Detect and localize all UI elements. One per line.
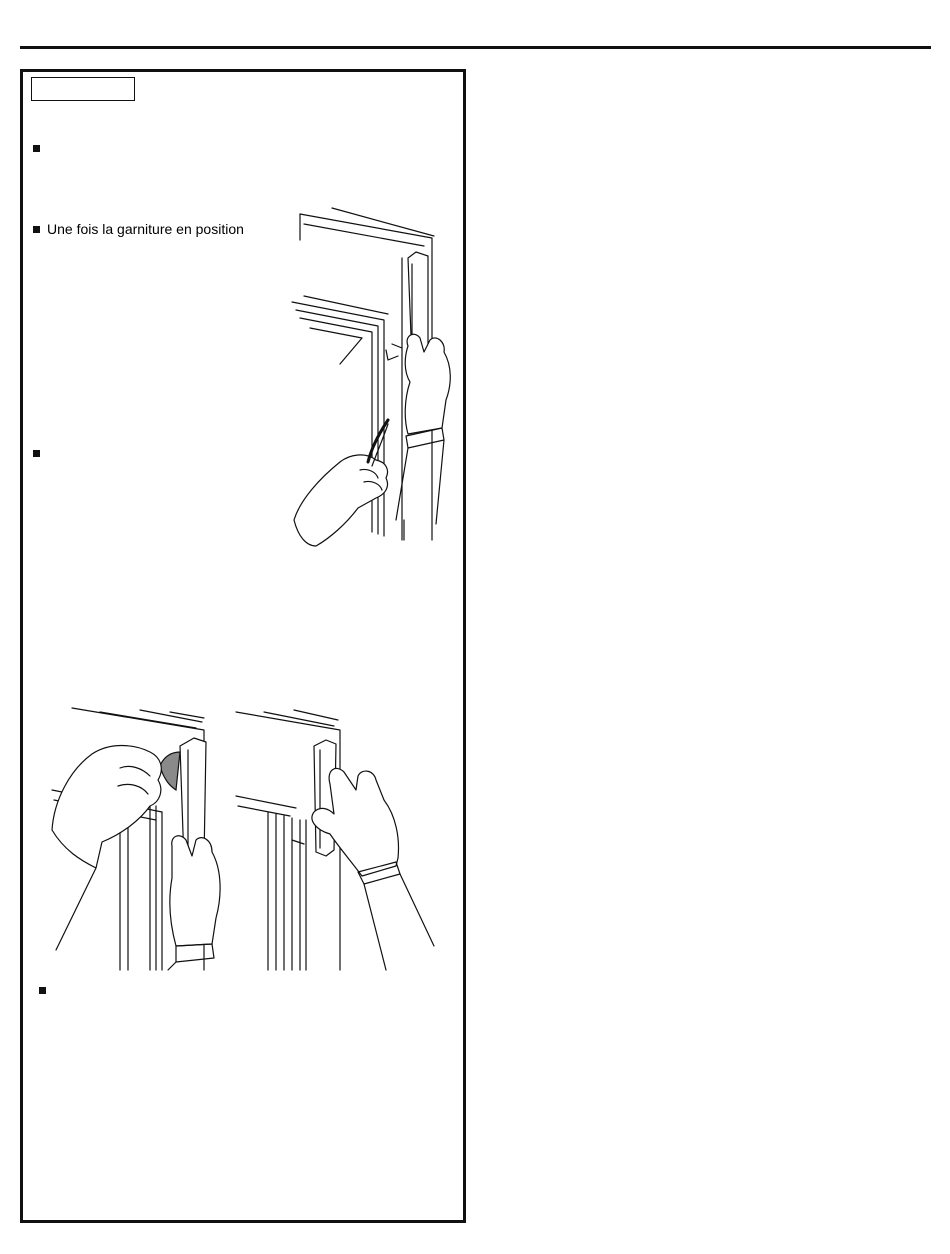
instruction-line-2: Une fois la garniture en position — [47, 221, 244, 237]
